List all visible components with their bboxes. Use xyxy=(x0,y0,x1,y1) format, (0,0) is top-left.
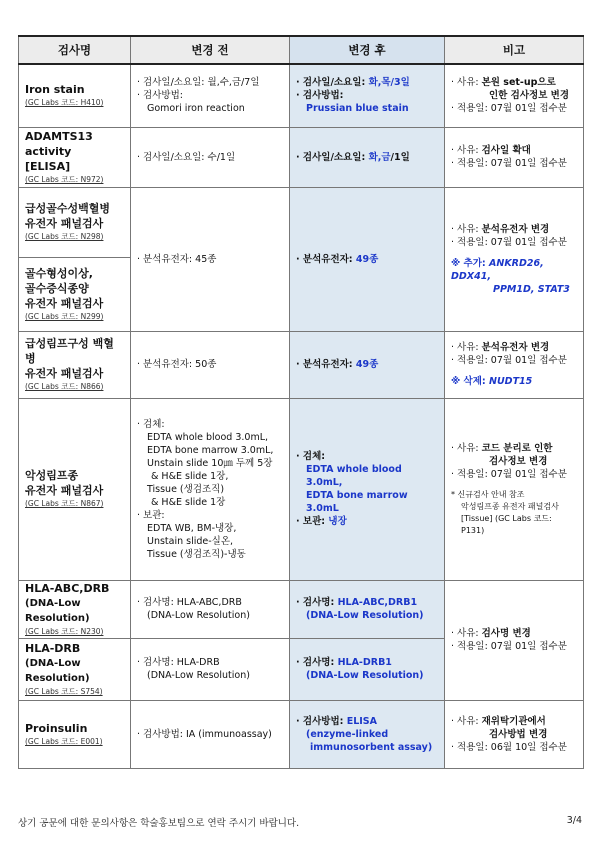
before-line: & H&E slide 1장, xyxy=(151,470,229,482)
note-line: · 적용일: 07월 01일 접수분 xyxy=(451,158,567,169)
note-cell xyxy=(445,187,584,331)
before-line: & H&E slide 1장 xyxy=(151,496,226,508)
before-cell xyxy=(131,64,290,127)
after-cell xyxy=(290,127,445,187)
test-name: 골수형성이상, xyxy=(25,266,93,280)
before-line: Gomori iron reaction xyxy=(147,103,245,115)
before-line: · 검사방법: IA (immunoassay) xyxy=(137,728,272,740)
after-line: (DNA-Low Resolution) xyxy=(306,670,424,681)
note-line: · 사유: 분석유전자 변경 xyxy=(451,342,550,353)
before-line: · 검사명: HLA-DRB xyxy=(137,657,220,668)
note-cell xyxy=(445,127,584,187)
before-line: · 검사명: HLA-ABC,DRB xyxy=(137,597,242,608)
after-line: Prussian blue stain xyxy=(306,103,409,115)
test-code: (GC Labs 코드: S754) xyxy=(25,686,103,696)
before-line: EDTA whole blood 3.0mL, xyxy=(147,431,269,443)
before-line: Unstain slide 10㎛ 두께 5장 xyxy=(147,457,273,469)
note-line: · 적용일: 07월 01일 접수분 xyxy=(451,103,567,115)
header-note: 비고 xyxy=(445,36,584,64)
note-line: · 적용일: 07월 01일 접수분 xyxy=(451,355,567,366)
test-name: 골수증식종양 xyxy=(25,281,89,295)
test-name-cell xyxy=(19,580,131,638)
before-line: Tissue (생검조직)-냉동 xyxy=(147,548,246,560)
table-row xyxy=(19,64,584,127)
after-line: · 검사일/소요일: 화,목/3일 xyxy=(296,77,410,89)
test-name-cell xyxy=(19,187,131,257)
after-line: · 검사방법: xyxy=(296,90,344,102)
test-name: 악성림프종 xyxy=(25,469,79,482)
note-line: · 적용일: 07월 01일 접수분 xyxy=(451,468,567,480)
test-name: (DNA-Low Resolution) xyxy=(25,657,90,684)
test-name: HLA-DRB xyxy=(25,641,81,655)
note-line: 검사방법 변경 xyxy=(489,728,548,740)
note-line: · 사유: 검사명 변경 xyxy=(451,628,531,639)
test-code: (GC Labs 코드: H410) xyxy=(25,98,104,108)
test-name: 급성림프구성 백혈병 xyxy=(25,337,114,365)
before-cell xyxy=(131,331,290,398)
after-line: EDTA whole blood 3.0mL, xyxy=(306,464,402,488)
note-cell xyxy=(445,700,584,768)
note-line: · 사유: 검사일 확대 xyxy=(451,145,531,156)
test-code: (GC Labs 코드: N230) xyxy=(25,626,104,636)
table-row xyxy=(19,127,584,187)
before-line: (DNA-Low Resolution) xyxy=(147,610,250,621)
table-row xyxy=(19,187,584,257)
header-after: 변경 후 xyxy=(290,36,445,64)
before-line: (DNA-Low Resolution) xyxy=(147,670,250,681)
test-name-cell xyxy=(19,331,131,398)
test-name-cell xyxy=(19,638,131,700)
note-line: ※ 삭제: NUDT15 xyxy=(451,376,533,387)
before-line: · 검사일/소요일: 월,수,금/7일 xyxy=(137,77,260,89)
after-line: · 보관: 냉장 xyxy=(296,516,347,527)
after-cell xyxy=(290,64,445,127)
before-line: · 분석유전자: 45종 xyxy=(137,253,217,265)
before-line: Tissue (생검조직) xyxy=(147,483,225,495)
test-name-cell xyxy=(19,127,131,187)
test-name: 유전자 패널검사 xyxy=(25,217,104,230)
note-line: · 적용일: 07월 01일 접수분 xyxy=(451,236,567,248)
test-name-cell xyxy=(19,257,131,331)
test-code: (GC Labs 코드: N972) xyxy=(25,174,104,184)
test-code: (GC Labs 코드: N298) xyxy=(25,232,104,241)
footer-contact-text: 상기 공문에 대한 문의사항은 학술홍보팀으로 연락 주시기 바랍니다. xyxy=(18,818,300,829)
test-name: ADAMTS13 activity xyxy=(25,129,93,158)
before-cell xyxy=(131,700,290,768)
note-line: · 사유: 재위탁기관에서 xyxy=(451,715,546,727)
note-cell xyxy=(445,64,584,127)
note-line: 검사정보 변경 xyxy=(489,455,548,467)
table-row xyxy=(19,331,584,398)
before-cell xyxy=(131,398,290,580)
change-table xyxy=(18,35,584,769)
after-line: · 검사명: HLA-ABC,DRB1 xyxy=(296,597,418,608)
note-line: ※ 추가: ANKRD26, DDX41, xyxy=(451,257,544,282)
note-line: PPM1D, STAT3 xyxy=(493,283,570,295)
after-cell xyxy=(290,187,445,331)
header-row xyxy=(19,36,584,64)
test-name: Iron stain xyxy=(25,83,85,97)
test-name: 유전자 패널검사 xyxy=(25,367,104,380)
note-line: [Tissue] (GC Labs 코드: P131) xyxy=(461,513,552,535)
after-cell xyxy=(290,331,445,398)
before-line: · 분석유전자: 50종 xyxy=(137,359,217,370)
after-cell xyxy=(290,398,445,580)
note-cell xyxy=(445,331,584,398)
before-cell xyxy=(131,187,290,331)
test-name: HLA-ABC,DRB xyxy=(25,581,110,595)
test-name-cell xyxy=(19,700,131,768)
test-name: Proinsulin xyxy=(25,721,88,735)
note-line: · 사유: 본원 set-up으로 xyxy=(451,77,556,89)
table-row xyxy=(19,398,584,580)
header-before: 변경 전 xyxy=(131,36,290,64)
note-line: 악성림프종 유전자 패널검사 xyxy=(461,501,559,511)
after-line: (DNA-Low Resolution) xyxy=(306,610,424,621)
after-line: EDTA bone marrow 3.0mL xyxy=(306,490,408,514)
test-code: (GC Labs 코드: N867) xyxy=(25,499,104,508)
after-cell xyxy=(290,700,445,768)
before-line: · 보관: xyxy=(137,509,165,521)
test-code: (GC Labs 코드: N299) xyxy=(25,311,104,321)
test-name-cell xyxy=(19,398,131,580)
before-line: Unstain slide-실온, xyxy=(147,535,234,547)
note-cell xyxy=(445,580,584,700)
note-line: · 적용일: 06월 10일 접수분 xyxy=(451,741,567,753)
test-name: (DNA-Low Resolution) xyxy=(25,597,90,624)
before-cell xyxy=(131,127,290,187)
test-name: 급성골수성백혈병 xyxy=(25,202,111,215)
after-line: (enzyme-linked xyxy=(306,728,389,740)
after-line: · 검체: xyxy=(296,451,326,462)
test-name: 유전자 패널검사 xyxy=(25,484,104,497)
test-name-cell xyxy=(19,64,131,127)
before-line: · 검체: xyxy=(137,418,165,430)
after-line: · 분석유전자: 49종 xyxy=(296,253,379,265)
before-cell xyxy=(131,580,290,638)
after-line: · 분석유전자: 49종 xyxy=(296,359,379,370)
before-cell xyxy=(131,638,290,700)
test-code: (GC Labs 코드: E001) xyxy=(25,736,103,746)
before-line: EDTA bone marrow 3.0mL, xyxy=(147,444,274,456)
header-test-name: 검사명 xyxy=(19,36,131,64)
after-line: immunosorbent assay) xyxy=(310,741,433,753)
table-row xyxy=(19,700,584,768)
after-line: · 검사방법: ELISA xyxy=(296,715,378,727)
note-cell xyxy=(445,398,584,580)
after-line: · 검사일/소요일: 화,금/1일 xyxy=(296,151,410,163)
after-line: · 검사명: HLA-DRB1 xyxy=(296,657,392,668)
page-number: 3/4 xyxy=(566,815,582,826)
table-row xyxy=(19,580,584,638)
before-line: EDTA WB, BM-냉장, xyxy=(147,522,237,534)
note-line: * 신규검사 안내 참조 xyxy=(451,489,525,499)
before-line: · 검사일/소요일: 수/1일 xyxy=(137,151,236,163)
note-line: · 사유: 분석유전자 변경 xyxy=(451,223,550,235)
test-name: [ELISA] xyxy=(25,159,71,173)
after-cell xyxy=(290,638,445,700)
test-name: 유전자 패널검사 xyxy=(25,296,104,310)
test-code: (GC Labs 코드: N866) xyxy=(25,382,104,391)
note-line: 인한 검사정보 변경 xyxy=(489,90,570,102)
note-line: · 사유: 코드 분리로 인한 xyxy=(451,442,553,454)
after-cell xyxy=(290,580,445,638)
note-line: · 적용일: 07월 01일 접수분 xyxy=(451,641,567,652)
before-line: · 검사방법: xyxy=(137,90,183,102)
